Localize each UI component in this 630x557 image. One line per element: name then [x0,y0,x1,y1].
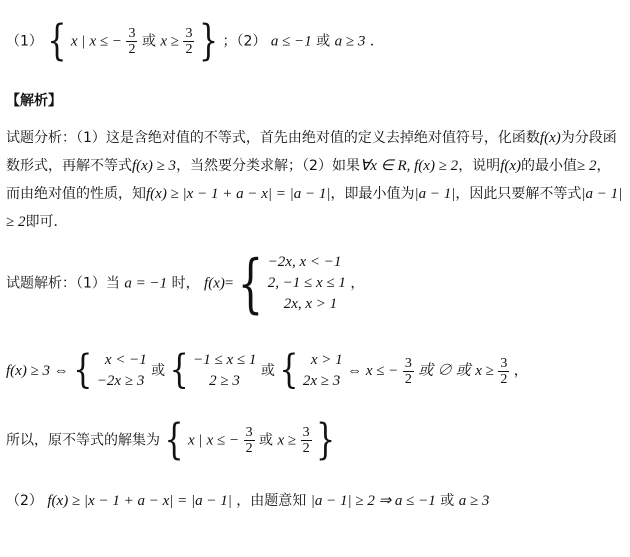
answer-part2b: a ≥ 3 [334,33,366,50]
left-brace: { [164,415,184,465]
system-line: f(x) ≥ 3 ⇔ { x < −1 −2x ≥ 3 或 { −1 ≤ x ≤ 1 2 ≥ 3 或 { x > 1 2x ≥ 3 ⇔ x ≤ − $\frac{3}{2}$ 或 ∅ 或 x ≥ $\frac{3}{2}$ ， [6,347,528,394]
fraction: $\frac{3}{2}$ [302,425,310,456]
fraction: $\frac{3}{2}$ [500,355,508,387]
answer-sep: ；（2） [222,33,267,50]
set-var: x [70,33,78,50]
cases-brace: { [169,347,189,394]
fraction: $\frac{3}{2}$ [404,355,412,387]
or-text: 或 [141,33,156,50]
answer-part2: a ≤ −1 [270,33,312,50]
right-brace: } [198,16,219,66]
fraction: $\frac{3}{2}$ [185,26,193,57]
solution-line: 试题解析：（1）当 a = −1 时， f(x)= { −2x, x < −1 2, −1 ≤ x ≤ 1 2x, x > 1 ， [6,246,365,321]
answer-line: （1） { x | x ≤ − $\frac{3}{2}$ 或 x ≥ $\frac{3}{2}$ } ；（2） a ≤ −1 或 a ≥ 3 ． [6,16,384,66]
set-cond-left: x ≤ − [89,33,123,50]
cases-brace: { [279,347,299,394]
analysis-paragraph: 试题分析：（1）这是含绝对值的不等式，首先由绝对值的定义去掉绝对值符号，化函数f(x)为分段函数形式，再解不等式f(x) ≥ 3，当然要分类求解；（2）如果∀x ∈ R, f(x) ≥ 2，说明f(x)的最小值≥ 2，而由绝对值的性质，知f(x) ≥ |x − 1 + a − x| = |a − 1|，即最小值为|a − 1|，因此只要解不等式|a − 1| ≥ 2即可． [6,130,623,230]
left-brace: { [47,16,67,66]
fraction: $\frac{3}{2}$ [128,26,136,57]
conclusion-line: 所以，原不等式的解集为 { x | x ≤ − $\frac{3}{2}$ 或 x ≥ $\frac{3}{2}$ } [6,415,336,465]
piecewise-cases: −2x, x < −1 2, −1 ≤ x ≤ 1 2x, x > 1 [267,254,346,312]
period: ． [369,33,384,50]
set-cond-right: x ≥ [160,33,180,50]
or-text: 或 [316,33,331,50]
answer-label-1: （1） [6,33,43,50]
part2-line: （2） f(x) ≥ |x − 1 + a − x| = |a − 1| ，由题意知 |a − 1| ≥ 2 ⇒ a ≤ −1 或 a ≥ 3 [6,493,490,509]
right-brace: } [316,415,336,465]
fraction: $\frac{3}{2}$ [245,425,253,456]
cases-brace: { [73,347,93,394]
analysis-heading: 【解析】 [6,93,62,109]
cases-brace: { [237,246,264,321]
